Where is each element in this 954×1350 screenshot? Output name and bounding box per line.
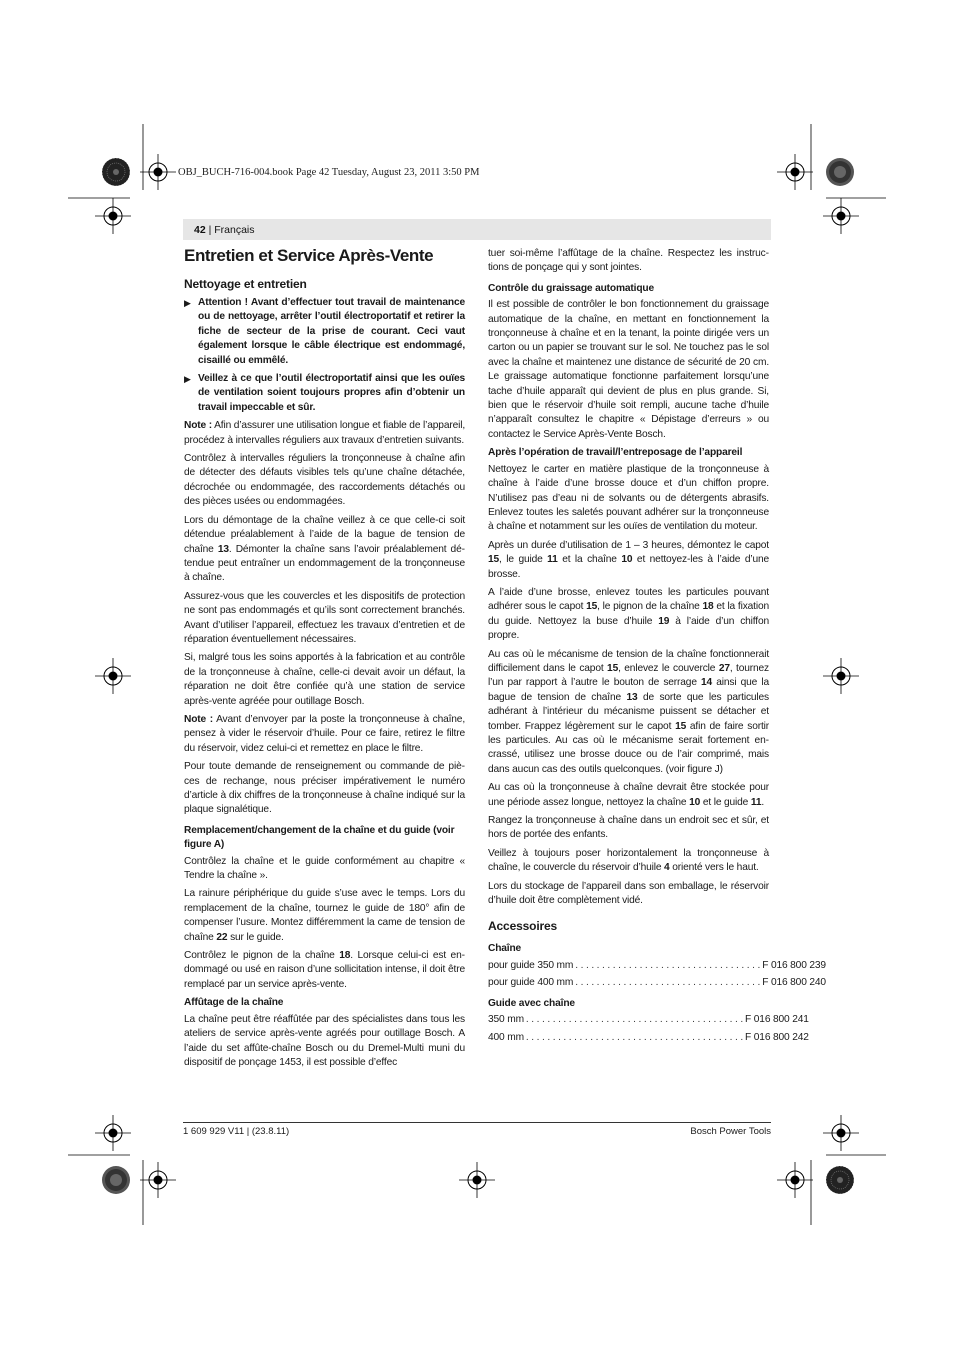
subsection-heading: Contrôle du graissage automatique: [488, 282, 654, 294]
warning-bullet: ▶ Veillez à ce que l’outil électroportatif ainsi que les ouïes de ventilation soient toujours propres afin d’obtenir un travail impeccable et sûr.: [184, 373, 465, 413]
triangle-bullet-icon: ▶: [184, 374, 191, 385]
accessory-row: 400 mm . . . . . . . . . . . . . . . . . . . . . . . . . . . . . . . . . . . . . . . . . F 016 800 242: [488, 1031, 809, 1043]
subsection-heading: Remplacement/changement de la chaîne et du guide (voir figure A): [184, 824, 455, 851]
guide-heading: Guide avec chaîne: [488, 997, 575, 1009]
warning-bullet: ▶ Attention ! Avant d’effectuer tout travail de maintenance ou de nettoyage, arrêter l’outil électroportatif et retirer la fiche de secteur de la prise de courant. Ceci vaut également lorsque le câble électrique est endommagé, cisaillé ou emmêlé.: [184, 297, 465, 366]
accessory-row: 350 mm . . . . . . . . . . . . . . . . . . . . . . . . . . . . . . . . . . . . . . . . . F 016 800 241: [488, 1014, 809, 1026]
footer-doc-number: 1 609 929 V11 | (23.8.11): [183, 1126, 290, 1137]
paragraph: Contrôlez la chaîne et le guide conformément au chapitre « Tendre la chaîne ».: [184, 855, 465, 882]
paragraph: La chaîne peut être réaffûtée par des spécialistes dans tous les ateliers de service après-vente agréés pour outillage Bosch. A l’aide du set affûte-chaîne Bosch ou du Dremel-Multi muni du dispositif de ponçage 1453, il est possible d’effec: [184, 1013, 465, 1068]
paragraph: Nettoyez le carter en matière plastique de la tronçonneuse à chaîne à l’aide d’une brosse douce et d’un chiffon propre. N’utilisez pas d’eau ni de solvants ou de détergents abrasifs. Enlevez toutes les saletés pouvant adhérer sur la tronçonneuse à chaîne et notamment sur les ouïes de ventilation du moteur.: [488, 463, 769, 533]
paragraph: Contrôlez à intervalles réguliers la tronçonneuse à chaîne afin de détecter des défauts visibles tels qu’une chaîne détachée, décrochée ou endommagée, des raccordements détachés ou des pièces usées ou endommagées.: [184, 453, 465, 508]
paragraph: A l’aide d’une brosse, enlevez toutes les particules pouvant adhérer sous le capot 15, le pignon de la chaîne 18 et la fixation du guide. Nettoyez la buse d’huile 19 à l’aide d’un chiffon propre.: [488, 586, 769, 642]
paragraph: Note : Afin d’assurer une utilisation longue et fiable de l’appareil, procédez à intervalles réguliers aux travaux d’entretien suivants.: [184, 420, 466, 446]
paragraph: Au cas où le mécanisme de tension de la chaîne fonctionnerait difficilement dans le capot 15, enlevez le couvercle 27, tournez l’un par rapport à l’autre le bouton de serrage 14 ainsi que la bague de tension de chaîne 13 de sorte que les particules adhérant à l’intérieur du mécanisme puissent se détacher et tomber. Frappez légèrement sur le capot 15 afin de faire sortir les particules. Au cas où le mécanisme serait fortement encrassé, utilisez une brosse douce ou de l’air comprimé, mais dans aucun cas des outils quelconques. (voir figure J): [488, 648, 770, 775]
page-title: Entretien et Service Après-Vente: [184, 246, 434, 265]
accessory-row: pour guide 400 mm . . . . . . . . . . . . . . . . . . . . . . . . . . . . . . . . . . . F 016 800 240: [488, 977, 826, 989]
page-header: 42 | Français: [194, 224, 255, 236]
paragraph: Pour toute demande de renseignement ou commande de pièces de rechange, nous préciser impérativement le numéro d’article à dix chiffres de la tronçonneuse à chaîne indiqué sur la plaque signalétique.: [184, 761, 465, 816]
color-wheel-top-left: [102, 158, 130, 186]
left-column: [184, 246, 465, 1074]
language-label: Français: [214, 224, 255, 236]
paragraph: Si, malgré tous les soins apportés à la fabrication et au contrôle de la tronçonneuse à chaîne, celle-ci devait avoir un défaut, la réparation ne doit être confiée qu’à une station de service après-vente agréée pour outillage Bosch.: [184, 652, 465, 707]
paragraph: Note : Avant d’envoyer par la poste la tronçonneuse à chaîne, pensez à vider le réservoir d’huile. Pour ce faire, retirez le filtre du réservoir, videz celui-ci et remettez en place le filtre.: [184, 713, 465, 754]
paragraph: Après un durée d’utilisation de 1 – 3 heures, démontez le capot 15, le guide 11 et la chaîne 10 et nettoyez-les à l’aide d’une brosse.: [488, 539, 769, 580]
paragraph: La rainure périphérique du guide s’use avec le temps. Lors du remplacement de la chaîne, tournez le guide de 180° afin de compenser l’usure. Montez différemment la came de tension de chaîne 22 sur le guide.: [184, 888, 465, 943]
footer-brand: Bosch Power Tools: [690, 1126, 771, 1137]
paragraph: Veillez à toujours poser horizontalement la tronçonneuse à chaîne, le couvercle du réservoir d’huile 4 orienté vers le haut.: [488, 847, 769, 874]
subsection-heading: Affûtage de la chaîne: [184, 997, 284, 1009]
paragraph: tuer soi-même l’affûtage de la chaîne. Respectez les instructions de ponçage qui y sont jointes.: [488, 248, 769, 274]
right-column: [488, 247, 826, 1048]
accessories-heading: Accessoires: [488, 919, 558, 934]
paragraph: Lors du démontage de la chaîne veillez à ce que celle-ci soit détendue préalablement à l’aide de la bague de tension de chaîne 13. Démonter la chaîne sans l’avoir préalablement détendue peut entraîner un endommagement de la tronçonneuse à chaîne.: [184, 514, 465, 584]
section-heading: Nettoyage et entretien: [184, 277, 307, 291]
print-slug: OBJ_BUCH-716-004.book Page 42 Tuesday, August 23, 2011 3:50 PM: [178, 167, 480, 178]
paragraph: Lors du stockage de l’appareil dans son emballage, le réservoir d’huile doit être complètement vidé.: [488, 880, 769, 907]
paragraph: Au cas où la tronçonneuse à chaîne devrait être stockée pour une période assez longue, nettoyez la chaîne 10 et le guide 11.: [488, 782, 769, 808]
triangle-bullet-icon: ▶: [184, 298, 191, 308]
color-wheel-bottom-left: [102, 1166, 130, 1194]
accessory-row: pour guide 350 mm . . . . . . . . . . . . . . . . . . . . . . . . . . . . . . . . . . . F 016 800 239: [488, 959, 826, 971]
subsection-heading: Après l’opération de travail/l’entreposage de l’appareil: [488, 447, 743, 459]
page-number: 42: [194, 224, 206, 236]
paragraph: Contrôlez le pignon de la chaîne 18. Lorsque celui-ci est endommagé ou usé en raison d’une sollicitation intense, il doit être remplacé par un service après-vente.: [184, 950, 465, 990]
paragraph: Il est possible de contrôler le bon fonctionnement du graissage automatique de la chaîne, en mettant en fonctionnement la tronçonneuse à chaîne et en la tenant, la pointe dirigée vers un carton ou un papier se trouvant sur le sol. Ne touchez pas le sol avec la chaîne et maintenez une distance de sécurité de 20 cm. Le graissage automatique fonctionne parfaitement lorsqu’une tache d’huile apparaît qui devient de plus en plus grande. Si, bien que le réservoir d’huile soit rempli, aucune tache d’huile n’apparaît consultez le chapitre « Dépistage d’erreurs » ou contactez le Service Après-Vente Bosch.: [488, 299, 769, 440]
color-wheel-bottom-right: [826, 1166, 854, 1194]
chain-heading: Chaîne: [488, 943, 522, 955]
header-bar: [183, 219, 771, 240]
paragraph: Assurez-vous que les couvercles et les dispositifs de protection ne sont pas endommagés et qu’ils sont correctement branchés. Avant d’utiliser l’appareil, effectuez les travaux d’entretien et de réparation éventuellement nécessaires.: [184, 590, 465, 645]
paragraph: Rangez la tronçonneuse à chaîne dans un endroit sec et sûr, et hors de portée des enfants.: [488, 815, 769, 841]
footer-rule: [183, 1122, 771, 1123]
color-wheel-top-right: [826, 158, 854, 186]
